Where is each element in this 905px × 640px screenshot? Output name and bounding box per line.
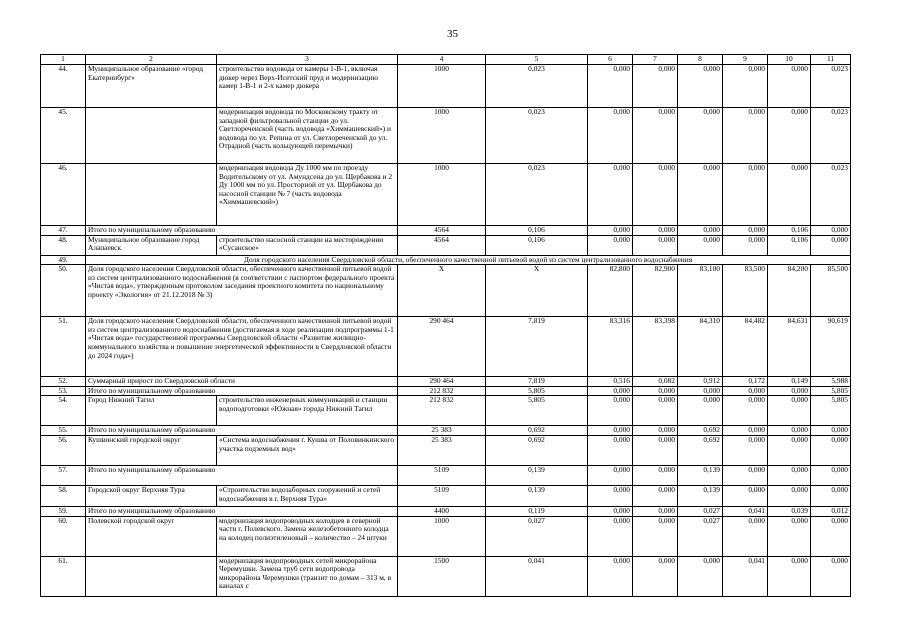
value-cell: 0,000 (588, 516, 633, 556)
value-cell: 0,000 (588, 235, 633, 255)
value-cell: 0,027 (678, 506, 723, 516)
value-cell: 0,000 (768, 108, 811, 164)
row-number: 59. (41, 506, 86, 516)
value-cell: 84,200 (768, 265, 811, 317)
value-cell: 1000 (398, 164, 486, 226)
value-cell: 0,000 (768, 516, 811, 556)
value-cell: 0,000 (811, 226, 851, 236)
page-number: 35 (447, 28, 458, 40)
value-cell: 0,172 (723, 377, 768, 387)
measure-cell: строительство насосной станции на месторождении «Сусанское» (217, 235, 398, 255)
subtotal-label: Итого по муниципальному образованию (86, 465, 398, 485)
value-cell: 7,819 (486, 317, 588, 377)
value-cell: 0,023 (486, 164, 588, 226)
municipality-cell: Городской округ Верхняя Тура (86, 485, 217, 506)
value-cell: 5109 (398, 485, 486, 506)
value-cell: 0,000 (723, 396, 768, 426)
value-cell: 0,000 (588, 435, 633, 465)
value-cell: 5,805 (486, 396, 588, 426)
subtotal-label: Итого по муниципальному образованию (86, 386, 398, 396)
value-cell: 0,000 (633, 516, 678, 556)
measure-cell: модернизация водовода Ду 1000 мм по проезду Водительскому от ул. Амундсена до ул. Щербакова и 2 Ду 1000 мм по ул. Просторной от ул. Щербакова до насосной станции № 7 (часть водовода «Химмашевский») (217, 164, 398, 226)
row-number: 44. (41, 65, 86, 108)
section-heading: Доля городского населения Свердловской области, обеспеченного качественной питьевой водой из систем централизованного водоснабжения (86, 255, 851, 265)
table-row (41, 226, 851, 236)
value-cell: 1000 (398, 108, 486, 164)
value-cell: 85,500 (811, 265, 851, 317)
value-cell: 0,000 (723, 235, 768, 255)
value-cell: 0,000 (723, 485, 768, 506)
column-header: 5 (486, 55, 588, 65)
value-cell: 0,000 (588, 426, 633, 436)
value-cell: 84,631 (768, 317, 811, 377)
value-cell: 0,000 (678, 65, 723, 108)
value-cell: 5,988 (811, 377, 851, 387)
row-number: 49. (41, 255, 86, 265)
value-cell: 83,398 (633, 317, 678, 377)
value-cell: 0,000 (811, 485, 851, 506)
value-cell: 0,000 (633, 396, 678, 426)
value-cell: 0,000 (811, 516, 851, 556)
column-number-row (41, 55, 851, 65)
value-cell: 4564 (398, 226, 486, 236)
table-row (41, 108, 851, 164)
value-cell: 25 383 (398, 426, 486, 436)
value-cell: 4564 (398, 235, 486, 255)
value-cell: 0,119 (486, 506, 588, 516)
table-row (41, 435, 851, 465)
municipality-cell (86, 556, 217, 596)
column-header: 11 (811, 55, 851, 65)
value-cell: 0,149 (768, 377, 811, 387)
value-cell: 83,500 (723, 265, 768, 317)
row-number: 50. (41, 265, 86, 317)
value-cell: 0,692 (678, 426, 723, 436)
value-cell: 0,000 (768, 465, 811, 485)
indicator-label: Доля городского населения Свердловской области, обеспеченного качественной питьевой водой из систем централизованного водоснабжения (в соответствии с паспортом федерального проекта «Чистая вода», утвержденным протоколом заседания проектного комитета по национальному проекту «Экология» от 21.12.2018 № 3) (86, 265, 398, 317)
value-cell: 0,000 (723, 164, 768, 226)
column-header: 8 (678, 55, 723, 65)
value-cell: 0,000 (588, 386, 633, 396)
row-number: 48. (41, 235, 86, 255)
value-cell: 0,000 (723, 435, 768, 465)
column-header: 3 (217, 55, 398, 65)
value-cell: 0,000 (633, 435, 678, 465)
table-row (41, 426, 851, 436)
value-cell: 0,000 (633, 556, 678, 596)
value-cell: 0,000 (768, 164, 811, 226)
municipality-cell (86, 108, 217, 164)
value-cell: 0,041 (486, 556, 588, 596)
row-number: 55. (41, 426, 86, 436)
column-header: 4 (398, 55, 486, 65)
row-number: 53. (41, 386, 86, 396)
value-cell: 1500 (398, 556, 486, 596)
value-cell: 0,000 (633, 386, 678, 396)
municipality-cell: Кушвинский городской округ (86, 435, 217, 465)
measure-cell: «Система водоснабжения г. Кушва от Половинкинского участка подземных вод» (217, 435, 398, 465)
value-cell: 1000 (398, 65, 486, 108)
value-cell: 0,023 (486, 65, 588, 108)
value-cell: 83,100 (678, 265, 723, 317)
value-cell: 4400 (398, 506, 486, 516)
row-number: 57. (41, 465, 86, 485)
value-cell: 0,027 (486, 516, 588, 556)
value-cell: 0,000 (811, 435, 851, 465)
value-cell: 0,000 (588, 164, 633, 226)
row-number: 58. (41, 485, 86, 506)
value-cell: 0,000 (723, 226, 768, 236)
indicator-label: Доля городского населения Свердловской области, обеспеченного качественной питьевой водой из систем централизованного водоснабжения (достигаемая в ходе реализации подпрограммы 1-1 «Чистая вода» государственной программы Свердловской области «Развитие жилищно-коммунального хозяйства и повышение энергетической эффективности в Свердловской области до 2024 года») (86, 317, 398, 377)
measure-cell: строительство инженерных коммуникаций и станции водоподготовки «Южная» города Нижний Тагил (217, 396, 398, 426)
value-cell: 0,000 (678, 396, 723, 426)
indicator-table (40, 54, 851, 597)
value-cell: 0,000 (588, 465, 633, 485)
value-cell: 0,023 (486, 108, 588, 164)
value-cell: 0,000 (633, 226, 678, 236)
value-cell: 0,041 (723, 556, 768, 596)
value-cell: 0,139 (678, 465, 723, 485)
value-cell: 0,000 (768, 386, 811, 396)
value-cell: 0,000 (588, 485, 633, 506)
table-row (41, 516, 851, 556)
value-cell: 5109 (398, 465, 486, 485)
table-row (41, 164, 851, 226)
table-row (41, 396, 851, 426)
table-row (41, 317, 851, 377)
value-cell: 0,000 (633, 164, 678, 226)
value-cell: 5,805 (486, 386, 588, 396)
value-cell: 0,000 (723, 465, 768, 485)
value-cell: 0,000 (768, 65, 811, 108)
table-row (41, 386, 851, 396)
value-cell: 0,139 (486, 465, 588, 485)
value-cell: 0,000 (633, 426, 678, 436)
value-cell: 0,000 (723, 65, 768, 108)
value-cell: 83,316 (588, 317, 633, 377)
value-cell: 0,000 (588, 556, 633, 596)
subtotal-label: Итого по муниципальному образованию (86, 226, 398, 236)
value-cell: 0,000 (588, 506, 633, 516)
measure-cell: «Строительство водозаборных сооружений и сетей водоснабжения в г. Верхняя Тура» (217, 485, 398, 506)
value-cell: 0,041 (723, 506, 768, 516)
value-cell: 0,000 (723, 516, 768, 556)
row-number: 47. (41, 226, 86, 236)
value-cell: 212 832 (398, 396, 486, 426)
value-cell: 82,900 (633, 265, 678, 317)
value-cell: 0,012 (811, 506, 851, 516)
table-row (41, 556, 851, 596)
value-cell: 0,000 (633, 108, 678, 164)
table-row (41, 485, 851, 506)
value-cell: 0,000 (768, 396, 811, 426)
table-row (41, 506, 851, 516)
table-row (41, 265, 851, 317)
value-cell: 0,000 (678, 556, 723, 596)
value-cell: 0,000 (811, 426, 851, 436)
value-cell: 0,000 (678, 386, 723, 396)
value-cell: 0,692 (486, 426, 588, 436)
value-cell: 0,000 (588, 396, 633, 426)
value-cell: 0,023 (811, 108, 851, 164)
value-cell: 0,106 (486, 235, 588, 255)
value-cell: 290 464 (398, 317, 486, 377)
value-cell: 0,000 (588, 108, 633, 164)
measure-cell: модернизация водопроводных колодцев в северной части г. Полевского. Замена железобетонного колодца на колодец полиэтиленовый – количество – 24 штуки (217, 516, 398, 556)
value-cell: 7,819 (486, 377, 588, 387)
value-cell: 290 464 (398, 377, 486, 387)
column-header: 6 (588, 55, 633, 65)
column-header: 7 (633, 55, 678, 65)
value-cell: 0,023 (811, 65, 851, 108)
value-cell: 82,800 (588, 265, 633, 317)
value-cell: 5,805 (811, 386, 851, 396)
row-number: 54. (41, 396, 86, 426)
value-cell: 0,000 (811, 556, 851, 596)
value-cell: 25 383 (398, 435, 486, 465)
value-cell: 0,912 (678, 377, 723, 387)
value-cell: 0,000 (811, 235, 851, 255)
value-cell: 0,516 (588, 377, 633, 387)
row-number: 60. (41, 516, 86, 556)
value-cell: 0,000 (723, 108, 768, 164)
value-cell: 1000 (398, 516, 486, 556)
value-cell: 84,482 (723, 317, 768, 377)
value-cell: 0,000 (633, 506, 678, 516)
subtotal-label: Итого по муниципальному образованию (86, 506, 398, 516)
row-number: 61. (41, 556, 86, 596)
value-cell: 212 832 (398, 386, 486, 396)
value-cell: 0,000 (633, 485, 678, 506)
value-cell: Х (398, 265, 486, 317)
value-cell: 0,106 (768, 235, 811, 255)
value-cell: 0,000 (768, 426, 811, 436)
measure-cell: модернизация водовода по Московскому тракту от западной фильтровальной станции до ул. Светлореченской (часть водовода «Химмашевский») и водовода по ул. Репина от ул. Светлореченской до ул. Отрадной (часть кольцующей перемычки) (217, 108, 398, 164)
municipality-cell: Полевской городской округ (86, 516, 217, 556)
table-row (41, 65, 851, 108)
value-cell: 0,692 (486, 435, 588, 465)
table-row (41, 235, 851, 255)
municipality-cell: Город Нижний Тагил (86, 396, 217, 426)
value-cell: 0,692 (678, 435, 723, 465)
section-heading-row (41, 255, 851, 265)
value-cell: 0,000 (768, 485, 811, 506)
municipality-cell: Муниципальное образование город Алапаевск (86, 235, 217, 255)
municipality-cell (86, 164, 217, 226)
value-cell: 0,106 (486, 226, 588, 236)
value-cell: 0,082 (633, 377, 678, 387)
value-cell: 0,000 (633, 465, 678, 485)
column-header: 2 (86, 55, 217, 65)
table-row (41, 465, 851, 485)
column-header: 10 (768, 55, 811, 65)
row-number: 52. (41, 377, 86, 387)
measure-cell: строительство водовода от камеры 1-В-1, включая дюкер через Верх-Исетский пруд и модернизацию камер 1-В-1 и 2-х камер дюкера (217, 65, 398, 108)
value-cell: 0,000 (678, 226, 723, 236)
value-cell: 0,000 (588, 65, 633, 108)
row-number: 46. (41, 164, 86, 226)
value-cell: 0,106 (768, 226, 811, 236)
value-cell: 0,000 (768, 435, 811, 465)
value-cell: Х (486, 265, 588, 317)
value-cell: 5,805 (811, 396, 851, 426)
value-cell: 0,000 (678, 164, 723, 226)
value-cell: 0,000 (723, 386, 768, 396)
value-cell: 0,139 (678, 485, 723, 506)
value-cell: 0,000 (633, 65, 678, 108)
value-cell: 0,000 (768, 556, 811, 596)
municipality-cell: Муниципальное образование «город Екатеринбург» (86, 65, 217, 108)
value-cell: 0,027 (678, 516, 723, 556)
value-cell: 0,139 (486, 485, 588, 506)
column-header: 9 (723, 55, 768, 65)
value-cell: 0,000 (588, 226, 633, 236)
row-number: 45. (41, 108, 86, 164)
table-row (41, 377, 851, 387)
value-cell: 0,023 (811, 164, 851, 226)
total-label: Суммарный прирост по Свердловской области (86, 377, 398, 387)
value-cell: 0,000 (678, 108, 723, 164)
subtotal-label: Итого по муниципальному образованию (86, 426, 398, 436)
value-cell: 0,000 (723, 426, 768, 436)
value-cell: 0,000 (811, 465, 851, 485)
column-header: 1 (41, 55, 86, 65)
measure-cell: модернизация водопроводных сетей микрорайона Черемушки. Замена труб сети водопровода микрорайона Черемушки (транзит по домам – 313 м, в каналах с (217, 556, 398, 596)
value-cell: 90,619 (811, 317, 851, 377)
value-cell: 0,000 (633, 235, 678, 255)
value-cell: 0,000 (678, 235, 723, 255)
row-number: 51. (41, 317, 86, 377)
value-cell: 84,310 (678, 317, 723, 377)
row-number: 56. (41, 435, 86, 465)
value-cell: 0,039 (768, 506, 811, 516)
